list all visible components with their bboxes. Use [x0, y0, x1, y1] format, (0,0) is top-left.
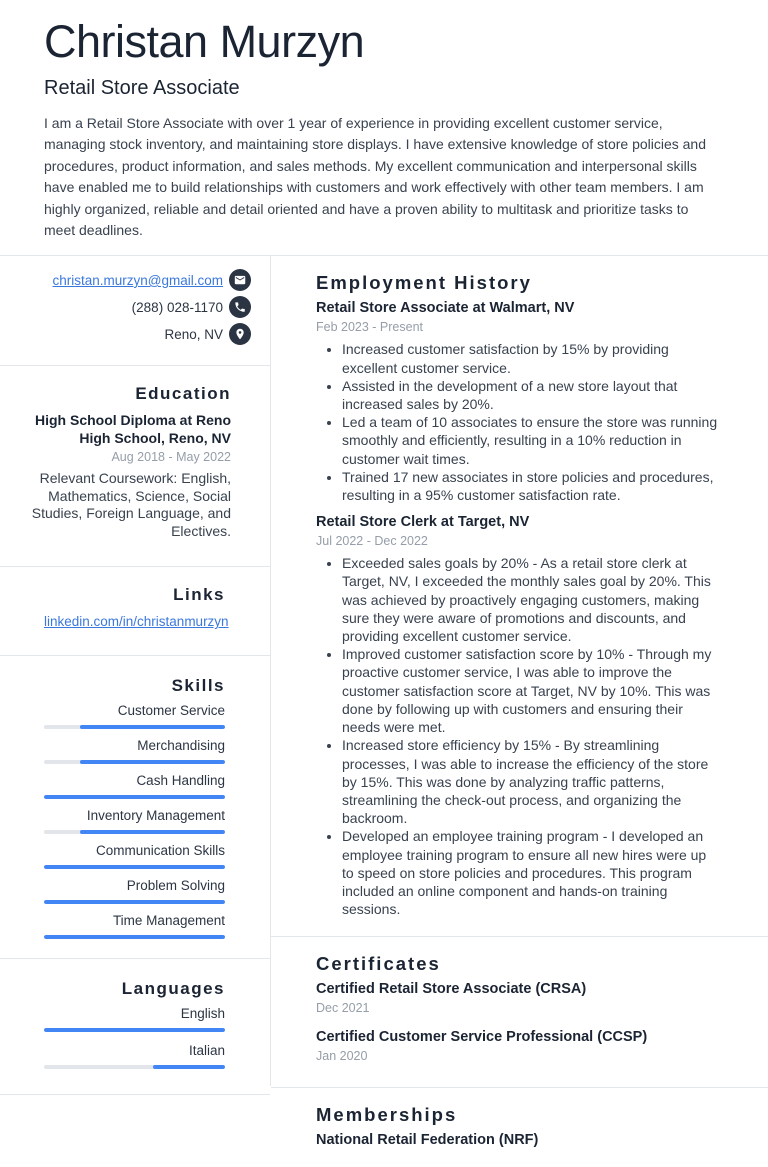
skill-bar — [44, 830, 225, 834]
job-bullet: • Increased store efficiency by 15% - By streamlining processes, I was able to increase the efficiency of the store by 15%. This was done by analyzing traffic patterns, streamlining the check-out process, and organizing the backroom. — [342, 736, 721, 827]
education-heading: Education — [135, 384, 231, 404]
membership-title: National Retail Federation (NRF) — [316, 1132, 539, 1149]
skill-label: Communication Skills — [95, 843, 225, 859]
employment-section — [271, 256, 768, 937]
location-text: Reno, NV — [164, 326, 223, 342]
skill-label: Inventory Management — [86, 808, 225, 824]
job-dates: Jul 2022 - Dec 2022 — [316, 534, 428, 549]
job-bullet: • Led a team of 10 associates to ensure the store was running smoothly and efficiently, resulting in a 10% reduction in customer wait times. — [342, 413, 721, 468]
profile-summary: I am a Retail Store Associate with over 1 year of experience in providing excellent customer service, managing stock inventory, and maintaining store displays. I have extensive knowledge of store policies and procedures, product information, and sales methods. My excellent communication and interpersonal skills have enabled me to build relationships with customers and work effectively with other team members. I am highly organized, reliable and detail oriented and have a proven ability to multitask and prioritize tasks to meet deadlines. — [44, 115, 707, 239]
location-pin-icon — [229, 323, 251, 345]
job-dates: Feb 2023 - Present — [316, 320, 424, 335]
email-link[interactable]: christan.murzyn@gmail.com — [52, 272, 223, 288]
language-item — [44, 1044, 225, 1069]
job-bullet: • Exceeded sales goals by 20% - As a retail store clerk at Target, NV, I exceeded the monthly sales goal by 20%. This was achieved by proactively engaging customers, making sure they were aware of promotions and discounts, and providing excellent customer service. — [342, 554, 721, 645]
contact-row-email — [20, 269, 251, 291]
employment-heading: Employment History — [316, 272, 532, 294]
skill-bar-fill — [80, 760, 225, 764]
certificate-date: Jan 2020 — [316, 1049, 368, 1064]
main-content — [271, 256, 768, 1149]
skill-bar — [44, 935, 225, 939]
skill-bar — [44, 760, 225, 764]
skill-item — [44, 774, 225, 799]
skill-label: Time Management — [112, 913, 225, 929]
phone-icon — [229, 296, 251, 318]
certificate-title: Certified Retail Store Associate (CRSA) — [316, 981, 587, 998]
skill-label: Customer Service — [117, 703, 225, 719]
education-dates: Aug 2018 - May 2022 — [111, 450, 231, 465]
skill-bar-fill — [44, 900, 225, 904]
education-description: Relevant Coursework: English, Mathematics, Science, Social Studies, Foreign Language, and Electives. — [31, 470, 231, 539]
skill-bar — [44, 795, 225, 799]
certificate-title: Certified Customer Service Professional (CCSP) — [316, 1029, 648, 1046]
skill-bar — [44, 900, 225, 904]
job-bullet-list — [316, 340, 721, 504]
resume-header — [0, 0, 768, 255]
language-bar-fill — [44, 1028, 225, 1032]
certificate-date: Dec 2021 — [316, 1001, 370, 1016]
education-section — [0, 366, 270, 567]
job-bullet: • Improved customer satisfaction score by 10% - Through my proactive customer service, I was able to improve the customer satisfaction score at Target, NV by 10%. This was done by following up with customers and ensuring their needs were met. — [342, 645, 721, 736]
languages-heading: Languages — [121, 979, 225, 999]
candidate-name: Christan Murzyn — [44, 16, 365, 67]
skill-item — [44, 879, 225, 904]
language-label: English — [180, 1006, 225, 1022]
skill-item — [44, 809, 225, 834]
job-title: Retail Store Clerk at Target, NV — [316, 514, 530, 531]
language-item — [44, 1007, 225, 1032]
skill-bar-fill — [44, 795, 225, 799]
skill-item — [44, 739, 225, 764]
skill-label: Merchandising — [137, 738, 225, 754]
email-icon — [229, 269, 251, 291]
job-title: Retail Store Associate at Walmart, NV — [316, 300, 575, 317]
certificates-heading: Certificates — [316, 953, 441, 975]
skill-item — [44, 704, 225, 729]
contact-row-phone — [20, 296, 251, 318]
job-bullet: • Developed an employee training program - I developed an employee training program to ensure all new hires were up to speed on store policies and procedures. This program included an online component and hands-on training sessions. — [342, 827, 721, 918]
job-bullet-list — [316, 554, 721, 918]
skill-item — [44, 914, 225, 939]
contact-section — [0, 256, 270, 366]
language-bar — [44, 1065, 225, 1069]
skill-bar — [44, 865, 225, 869]
links-heading: Links — [173, 585, 225, 605]
skill-bar-fill — [44, 935, 225, 939]
phone-number: (288) 028-1170 — [131, 299, 223, 315]
language-bar — [44, 1028, 225, 1032]
skills-heading: Skills — [171, 676, 225, 696]
skill-bar — [44, 725, 225, 729]
language-bar-fill — [153, 1065, 225, 1069]
job-bullet: • Assisted in the development of a new store layout that increased sales by 20%. — [342, 377, 721, 413]
job-bullet: • Increased customer satisfaction by 15% by providing excellent customer service. — [342, 340, 721, 376]
linkedin-link[interactable]: linkedin.com/in/christanmurzyn — [44, 614, 229, 630]
job-entry — [316, 300, 721, 504]
candidate-job-title: Retail Store Associate — [44, 77, 240, 99]
memberships-heading: Memberships — [316, 1104, 458, 1126]
certificates-section — [271, 937, 768, 1088]
language-label: Italian — [188, 1043, 225, 1059]
resume-body — [0, 255, 768, 1149]
skill-bar-fill — [44, 865, 225, 869]
skill-bar-fill — [80, 725, 225, 729]
sidebar — [0, 256, 271, 1086]
memberships-section — [271, 1088, 768, 1167]
skills-section — [0, 656, 270, 959]
languages-section — [0, 959, 270, 1095]
skill-item — [44, 844, 225, 869]
skill-label: Problem Solving — [126, 878, 225, 894]
job-bullet: • Trained 17 new associates in store policies and procedures, resulting in a 95% customer satisfaction rate. — [342, 468, 721, 504]
contact-row-location — [20, 323, 251, 345]
education-degree: High School Diploma at Reno High School, Reno, NV — [34, 412, 231, 446]
skill-bar-fill — [80, 830, 225, 834]
job-entry — [316, 514, 721, 918]
skill-label: Cash Handling — [136, 773, 225, 789]
certificate-item — [316, 981, 721, 1016]
certificate-item — [316, 1029, 721, 1064]
links-section — [0, 567, 270, 656]
